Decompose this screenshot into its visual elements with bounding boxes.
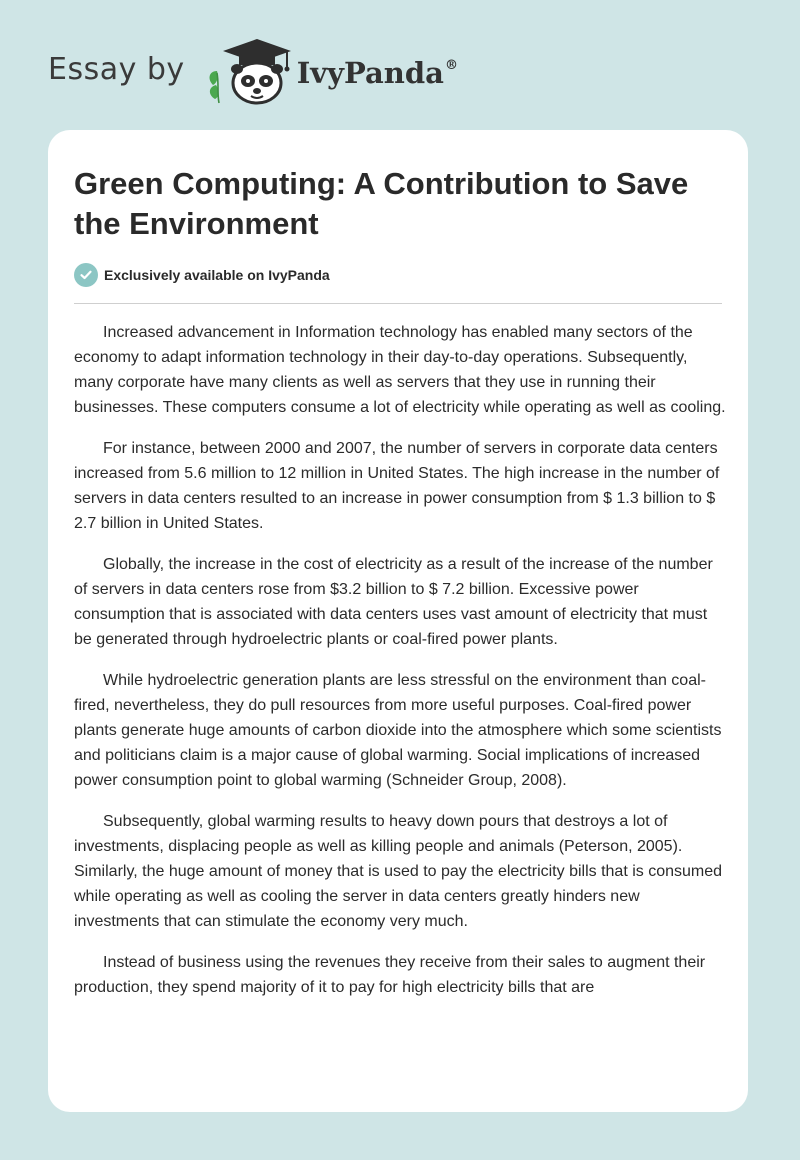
essay-body: [74, 320, 726, 1016]
page-title: Green Computing: A Contribution to Save the Environment: [74, 166, 689, 241]
essay-card: [48, 130, 748, 1112]
paragraph: Globally, the increase in the cost of electricity as a result of the increase of the number of servers in data centers rose from $3.2 billion to $ 7.2 billion. Excessive power consumption that is associated with data centers uses vast amount of electricity that must be generated through hydroelectric plants or coal-fired power plants.: [74, 556, 713, 648]
paragraph: Subsequently, global warming results to heavy down pours that destroys a lot of investments, displacing people as well as killing people and animals (Peterson, 2005). Similarly, the huge amount of money that is used to pay the electricity bills that is consumed while operating as well as cooling the server in data centers greatly hinders new investments that can stimulate the economy very much.: [74, 813, 723, 930]
exclusive-label: Exclusively available on IvyPanda: [104, 267, 330, 283]
exclusive-badge: [74, 263, 330, 287]
paragraph: For instance, between 2000 and 2007, the number of servers in corporate data centers increased from 5.6 million to 12 million in United States. The high increase in the number of servers in data centers resulted to an increase in power consumption from $ 1.3 billion to $ 2.7 billion in United States.: [74, 440, 720, 532]
ivy-leaf-icon: [209, 71, 218, 103]
paragraph: While hydroelectric generation plants are less stressful on the environment than coal-fired, nevertheless, they do pull resources from more useful purposes. Coal-fired power plants generate huge amounts of carbon dioxide into the atmosphere which some scientists and politicians claim is a major cause of global warming. Social implications of increased power consumption point to global warming (Schneider Group, 2008).: [74, 672, 722, 789]
check-circle-icon: [74, 263, 98, 287]
site-header: [48, 30, 508, 110]
brand-name[interactable]: IvyPanda®: [296, 56, 458, 90]
essay-by-label: Essay by: [48, 51, 185, 87]
panda-graduation-cap-logo-icon[interactable]: [203, 33, 295, 107]
paragraph: Instead of business using the revenues they receive from their sales to augment their production, they spend majority of it to pay for high electricity bills that are: [74, 954, 706, 996]
paragraph: Increased advancement in Information technology has enabled many sectors of the economy to adapt information technology in their day-to-day operations. Subsequently, many corporate have many clients as well as servers that they use in running their businesses. These computers consume a lot of electricity while operating as well as cooling.: [74, 324, 726, 416]
divider: [74, 303, 722, 304]
